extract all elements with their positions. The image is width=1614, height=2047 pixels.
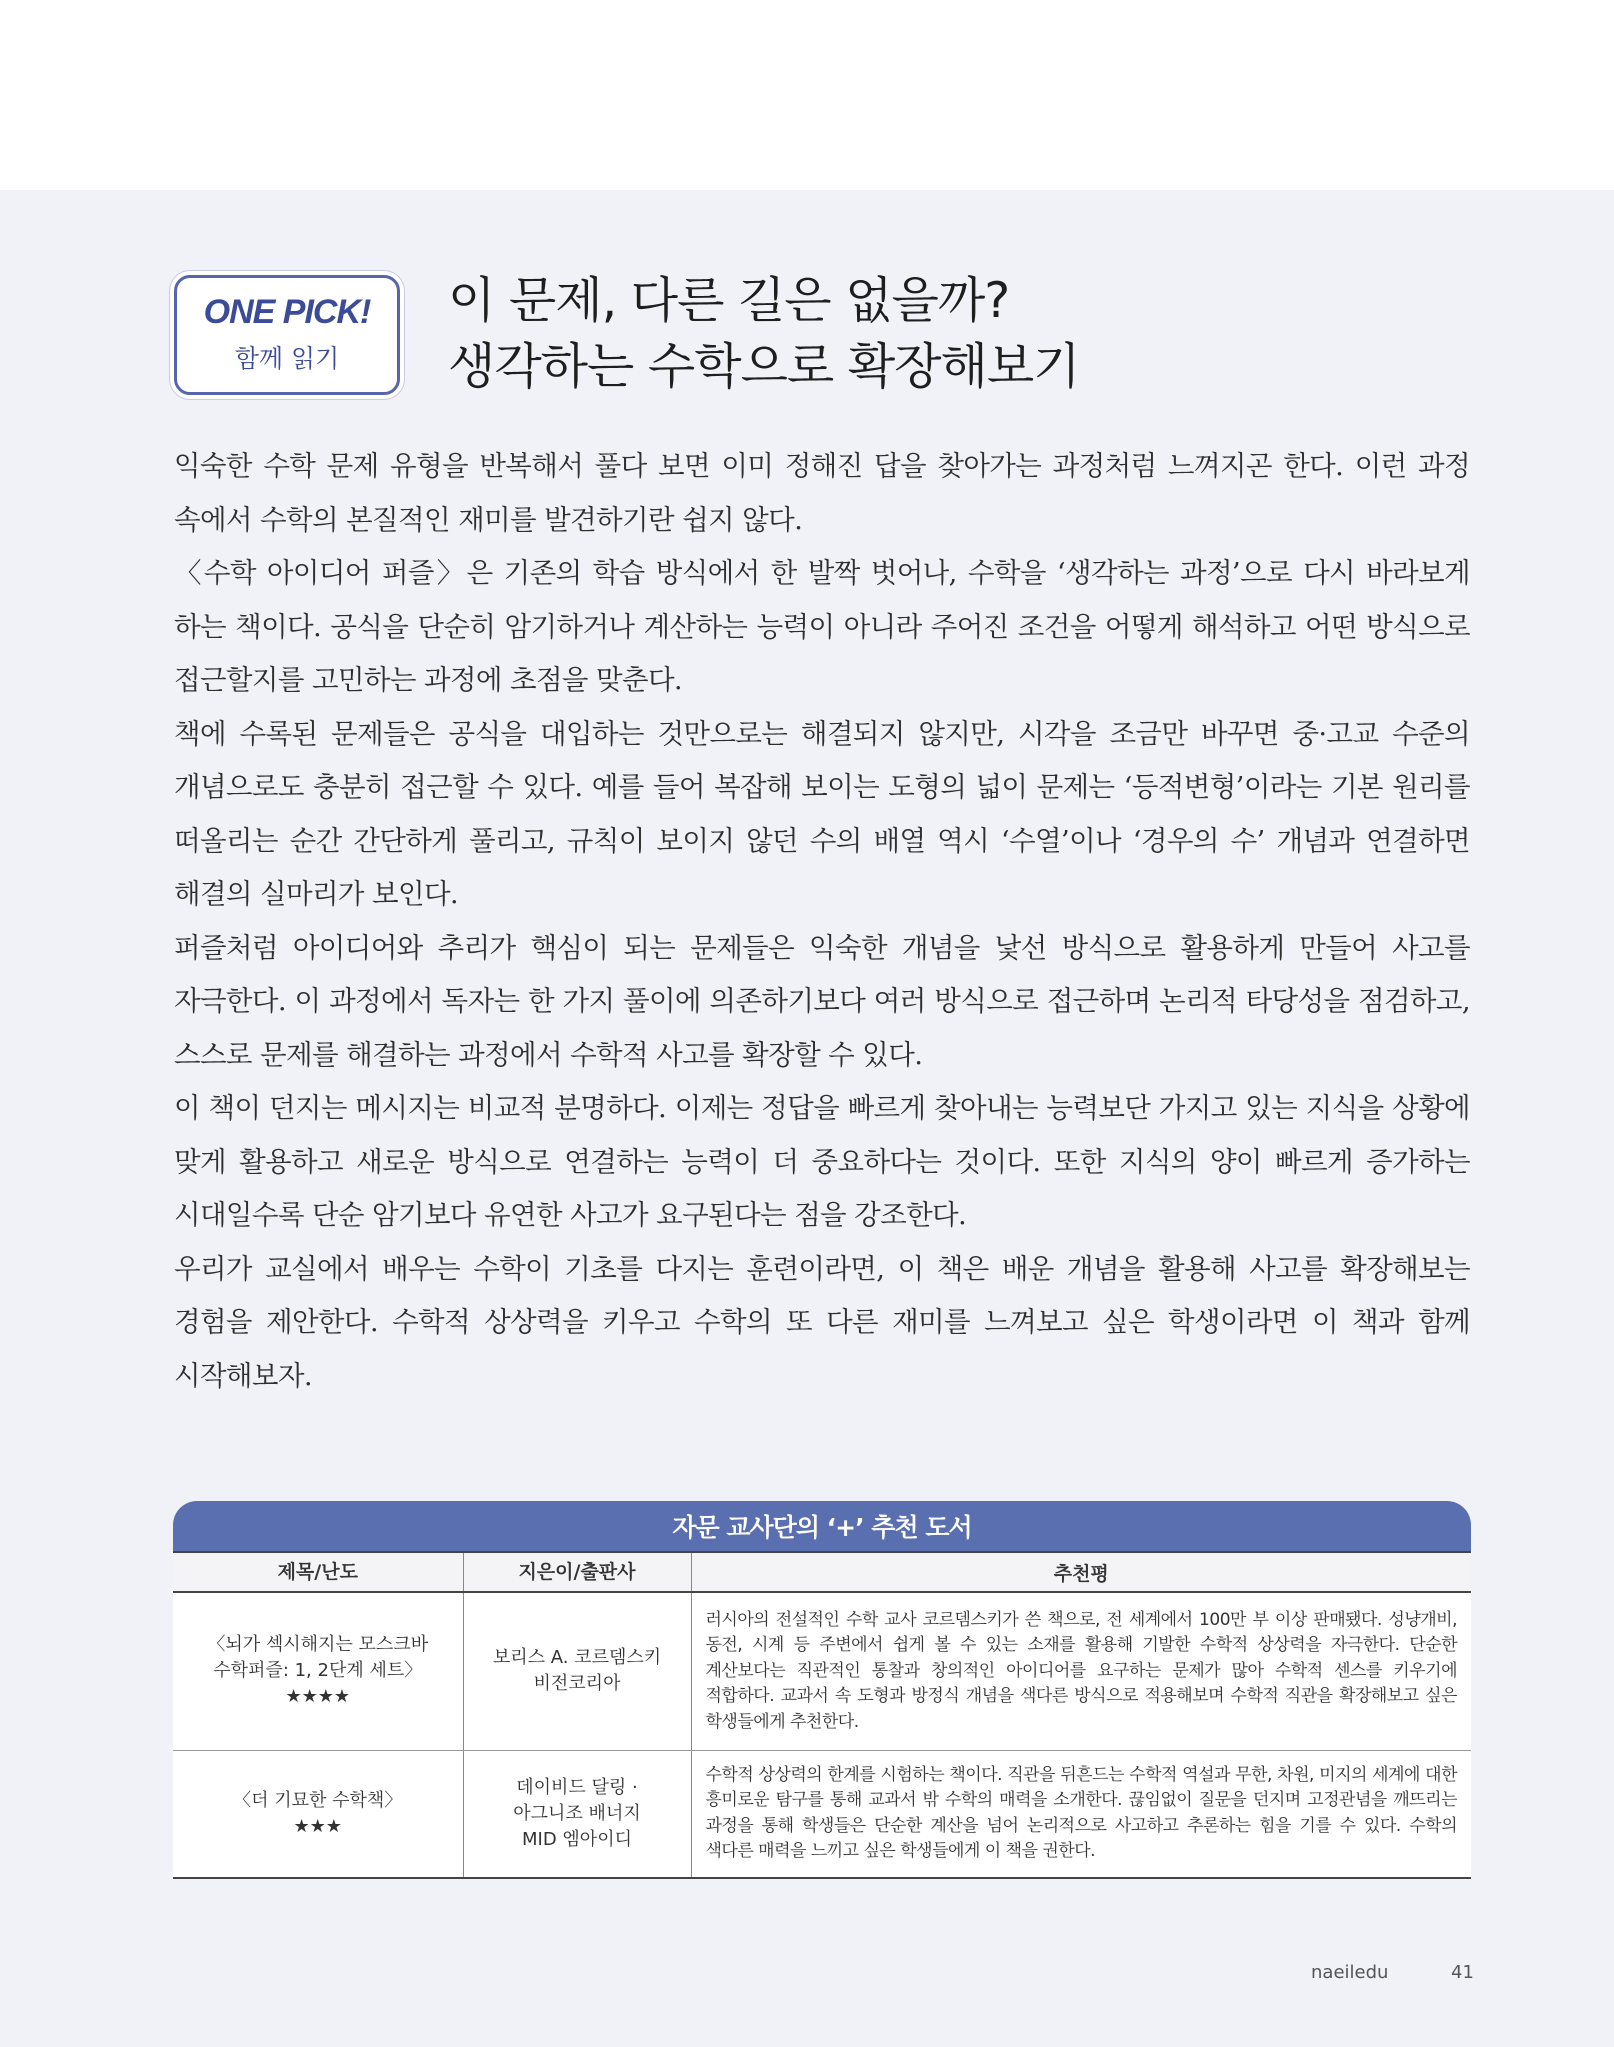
column-header-title: 제목/난도	[173, 1552, 463, 1592]
book-title: 〈뇌가 섹시해지는 모스크바	[207, 1634, 429, 1656]
table-row	[173, 1750, 1471, 1878]
paragraph: 이 책이 던지는 메시지는 비교적 분명하다. 이제는 정답을 빠르게 찾아내는 능력보단 가지고 있는 지식을 상황에 맞게 활용하고 새로운 방식으로 연결하는 능력이 더 중요하다는 것이다. 또한 지식의 양이 빠르게 증가하는 시대일수록 단순 암기보다 유연한 사고가 요구된다는 점을 강조한다.	[174, 1092, 1470, 1231]
table-header-row	[173, 1552, 1471, 1592]
badge-title: ONE PICK!	[203, 293, 371, 332]
column-header-author: 지은이/출판사	[463, 1552, 691, 1592]
book-title-cell	[173, 1592, 463, 1750]
recommendation-table	[173, 1551, 1471, 1879]
heading-line-2: 생각하는 수학으로 확장해보기	[448, 338, 1080, 395]
paragraph: 우리가 교실에서 배우는 수학이 기초를 다지는 훈련이라면, 이 책은 배운 개념을 활용해 사고를 확장해보는 경험을 제안한다. 수학적 상상력을 키우고 수학의 또 다른 재미를 느껴보고 싶은 학생이라면 이 책과 함께 시작해보자.	[174, 1252, 1470, 1392]
publisher-name: 비전코리아	[533, 1673, 621, 1695]
difficulty-stars: ★★★	[293, 1815, 342, 1837]
footer-brand: naeiledu	[1311, 1962, 1389, 1983]
difficulty-stars: ★★★★	[285, 1686, 351, 1708]
table-row	[173, 1592, 1471, 1750]
one-pick-badge	[174, 275, 400, 395]
book-title-continued: 수학퍼즐: 1, 2단계 세트〉	[213, 1660, 423, 1682]
recommendation-box	[173, 1501, 1471, 1879]
author-cell	[463, 1592, 691, 1750]
recommendation-title: 자문 교사단의 ‘+’ 추천 도서	[173, 1501, 1471, 1551]
author-name: 보리스 A. 코르뎀스키	[492, 1647, 662, 1669]
publisher-name: MID 엠아이디	[522, 1828, 632, 1850]
column-header-review: 추천평	[691, 1552, 1471, 1592]
heading-line-1: 이 문제, 다른 길은 없을까?	[448, 272, 1010, 329]
review-cell: 수학적 상상력의 한계를 시험하는 책이다. 직관을 뒤흔드는 수학적 역설과 무한, 차원, 미지의 세계에 대한 흥미로운 탐구를 통해 교과서 밖 수학의 매력을 소개한다. 끊임없이 질문을 던지며 고정관념을 깨뜨리는 과정을 통해 학생들은 단순한 계산을 넘어 논리적으로 사고하고 추론하는 힘을 기를 수 있다. 수학의 색다른 매력을 느끼고 싶은 학생들에게 이 책을 권한다.	[691, 1750, 1471, 1878]
author-name-2: 아그니조 배너지	[513, 1802, 641, 1824]
article-body	[174, 440, 1470, 1403]
author-cell	[463, 1750, 691, 1878]
page-number: 41	[1451, 1962, 1474, 1983]
paragraph: 익숙한 수학 문제 유형을 반복해서 풀다 보면 이미 정해진 답을 찾아가는 과정처럼 느껴지곤 한다. 이런 과정 속에서 수학의 본질적인 재미를 발견하기란 쉽지 않다.	[174, 450, 1470, 536]
review-cell: 러시아의 전설적인 수학 교사 코르뎀스키가 쓴 책으로, 전 세계에서 100만 부 이상 판매됐다. 성냥개비, 동전, 시계 등 주변에서 쉽게 볼 수 있는 소재를 활용해 기발한 수학적 상상력을 자극한다. 단순한 계산보다는 직관적인 통찰과 창의적인 아이디어를 요구하는 문제가 많아 수학적 센스를 키우기에 적합하다. 교과서 속 도형과 방정식 개념을 색다른 방식으로 적용해보며 수학적 직관을 확장해보고 싶은 학생들에게 추천한다.	[691, 1592, 1471, 1750]
paragraph: 퍼즐처럼 아이디어와 추리가 핵심이 되는 문제들은 익숙한 개념을 낯선 방식으로 활용하게 만들어 사고를 자극한다. 이 과정에서 독자는 한 가지 풀이에 의존하기보다 여러 방식으로 접근하며 논리적 타당성을 점검하고, 스스로 문제를 해결하는 과정에서 수학적 사고를 확장할 수 있다.	[174, 931, 1470, 1071]
author-name: 데이비드 달링 ·	[516, 1776, 638, 1798]
book-title: 〈더 기묘한 수학책〉	[233, 1789, 403, 1811]
paragraph: 책에 수록된 문제들은 공식을 대입하는 것만으로는 해결되지 않지만, 시각을 조금만 바꾸면 중·고교 수준의 개념으로도 충분히 접근할 수 있다. 예를 들어 복잡해 보이는 도형의 넓이 문제는 ‘등적변형’이라는 기본 원리를 떠올리는 순간 간단하게 풀리고, 규칙이 보이지 않던 수의 배열 역시 ‘수열’이나 ‘경우의 수’ 개념과 연결하면 해결의 실마리가 보인다.	[174, 717, 1470, 910]
paragraph: 〈수학 아이디어 퍼즐〉은 기존의 학습 방식에서 한 발짝 벗어나, 수학을 ‘생각하는 과정’으로 다시 바라보게 하는 책이다. 공식을 단순히 암기하거나 계산하는 능력이 아니라 주어진 조건을 어떻게 해석하고 어떤 방식으로 접근할지를 고민하는 과정에 초점을 맞춘다.	[174, 557, 1470, 696]
book-title-cell	[173, 1750, 463, 1878]
badge-subtitle: 함께 읽기	[234, 343, 340, 373]
article-heading	[448, 268, 1468, 400]
